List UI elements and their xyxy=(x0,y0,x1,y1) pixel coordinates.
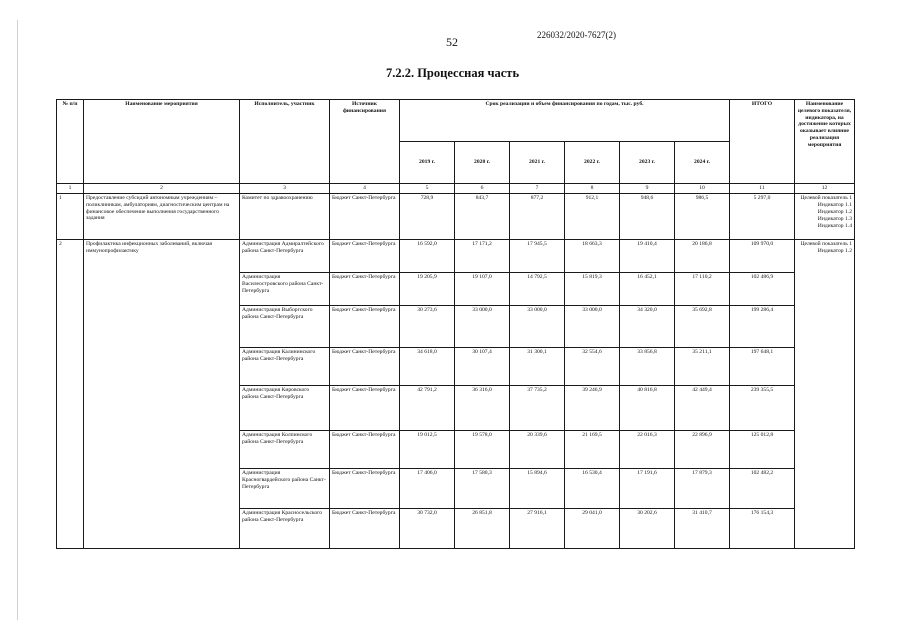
total-cell: 125 012,8 xyxy=(730,431,795,469)
value-cell: 15 894,6 xyxy=(510,469,565,509)
value-cell: 16 530,4 xyxy=(565,469,620,509)
value-cell: 19 205,9 xyxy=(400,273,455,306)
indicators-cell xyxy=(795,194,855,240)
header-year: 2023 г. xyxy=(620,142,675,184)
column-number: 10 xyxy=(675,184,730,194)
column-number: 6 xyxy=(455,184,510,194)
indicator-label: Индикатор 1.3 xyxy=(817,215,852,222)
indicator-label: Индикатор 1.4 xyxy=(817,222,852,229)
header-name: Наименование мероприятия xyxy=(84,100,240,184)
value-cell: 27 916,1 xyxy=(510,509,565,549)
value-cell: 17 580,3 xyxy=(455,469,510,509)
value-cell: 40 816,8 xyxy=(620,386,675,431)
value-cell: 42 449,4 xyxy=(675,386,730,431)
column-number: 11 xyxy=(730,184,795,194)
value-cell: 948,6 xyxy=(620,194,675,240)
funding-source: Бюджет Санкт-Петербурга xyxy=(330,386,400,431)
total-cell: 102 482,2 xyxy=(730,469,795,509)
measure-name: Предоставление субсидий автономным учреждениям – поликлиникам, амбулаториям, диагностическим центрам на финансовое обеспечение выполнения государственного задания xyxy=(84,194,240,240)
scan-edge-line xyxy=(17,20,18,620)
funding-source: Бюджет Санкт-Петербурга xyxy=(330,469,400,509)
executor: Администрация Красносельского района Санкт-Петербурга xyxy=(240,509,330,549)
value-cell: 877,2 xyxy=(510,194,565,240)
value-cell: 19 107,0 xyxy=(455,273,510,306)
section-title: 7.2.2. Процессная часть xyxy=(385,66,520,80)
value-cell: 843,7 xyxy=(455,194,510,240)
column-number: 5 xyxy=(400,184,455,194)
value-cell: 42 791,2 xyxy=(400,386,455,431)
header-year: 2020 г. xyxy=(455,142,510,184)
indicator-label: Индикатор 1.1 xyxy=(817,201,852,208)
value-cell: 728,9 xyxy=(400,194,455,240)
value-cell: 21 169,5 xyxy=(565,431,620,469)
value-cell: 33 000,0 xyxy=(455,306,510,348)
header-source: Источник финансирования xyxy=(330,100,400,184)
header-executor: Исполнитель, участник xyxy=(240,100,330,184)
total-cell: 176 154,3 xyxy=(730,509,795,549)
value-cell: 17 191,6 xyxy=(620,469,675,509)
value-cell: 31 410,7 xyxy=(675,509,730,549)
column-number: 3 xyxy=(240,184,330,194)
funding-source: Бюджет Санкт-Петербурга xyxy=(330,431,400,469)
value-cell: 30 273,6 xyxy=(400,306,455,348)
executor: Администрация Кировского района Санкт-Петербурга xyxy=(240,386,330,431)
value-cell: 30 732,0 xyxy=(400,509,455,549)
row-number: 1 xyxy=(57,194,84,240)
page-number: 52 xyxy=(446,35,458,49)
indicators-cell xyxy=(795,240,855,549)
header-year: 2019 г. xyxy=(400,142,455,184)
value-cell: 36 316,0 xyxy=(455,386,510,431)
value-cell: 18 663,3 xyxy=(565,240,620,273)
column-number: 7 xyxy=(510,184,565,194)
value-cell: 37 735,2 xyxy=(510,386,565,431)
value-cell: 33 000,0 xyxy=(565,306,620,348)
value-cell: 29 041,0 xyxy=(565,509,620,549)
executor: Администрация Василеостровского района Санкт-Петербурга xyxy=(240,273,330,306)
header-term: Срок реализации и объем финансирования по годам, тыс. руб. xyxy=(400,100,730,142)
header-year: 2021 г. xyxy=(510,142,565,184)
value-cell: 17 406,0 xyxy=(400,469,455,509)
value-cell: 20 186,8 xyxy=(675,240,730,273)
total-cell: 109 970,0 xyxy=(730,240,795,273)
total-cell: 199 286,4 xyxy=(730,306,795,348)
column-number: 12 xyxy=(795,184,855,194)
value-cell: 19 410,4 xyxy=(620,240,675,273)
indicator-label: Индикатор 1.2 xyxy=(817,208,852,215)
total-cell: 5 297,0 xyxy=(730,194,795,240)
value-cell: 33 000,0 xyxy=(510,306,565,348)
funding-source: Бюджет Санкт-Петербурга xyxy=(330,194,400,240)
value-cell: 17 879,3 xyxy=(675,469,730,509)
column-number: 8 xyxy=(565,184,620,194)
funding-source: Бюджет Санкт-Петербурга xyxy=(330,273,400,306)
value-cell: 20 339,6 xyxy=(510,431,565,469)
value-cell: 16 592,0 xyxy=(400,240,455,273)
value-cell: 35 692,8 xyxy=(675,306,730,348)
total-cell: 102 486,9 xyxy=(730,273,795,306)
header-year: 2022 г. xyxy=(565,142,620,184)
value-cell: 31 300,1 xyxy=(510,348,565,386)
value-cell: 15 819,3 xyxy=(565,273,620,306)
value-cell: 39 246,9 xyxy=(565,386,620,431)
value-cell: 17 945,5 xyxy=(510,240,565,273)
executor: Администрация Калининского района Санкт-Петербурга xyxy=(240,348,330,386)
header-no: № п/п xyxy=(57,100,84,184)
value-cell: 33 856,8 xyxy=(620,348,675,386)
funding-source: Бюджет Санкт-Петербурга xyxy=(330,348,400,386)
value-cell: 19 578,0 xyxy=(455,431,510,469)
row-number: 2 xyxy=(57,240,84,549)
value-cell: 32 554,6 xyxy=(565,348,620,386)
total-cell: 239 355,5 xyxy=(730,386,795,431)
value-cell: 35 211,1 xyxy=(675,348,730,386)
column-number: 9 xyxy=(620,184,675,194)
indicator-label: Целевой показатель 1 xyxy=(800,195,852,201)
executor: Администрация Колпинского района Санкт-Петербурга xyxy=(240,431,330,469)
table-row xyxy=(57,240,855,273)
executor: Администрация Красногвардейского района Санкт-Петербурга xyxy=(240,469,330,509)
value-cell: 17 171,2 xyxy=(455,240,510,273)
process-table xyxy=(56,99,855,549)
value-cell: 17 110,2 xyxy=(675,273,730,306)
value-cell: 14 792,5 xyxy=(510,273,565,306)
value-cell: 34 320,0 xyxy=(620,306,675,348)
value-cell: 26 851,8 xyxy=(455,509,510,549)
executor: Администрация Выборгского района Санкт-Петербурга xyxy=(240,306,330,348)
value-cell: 22 896,9 xyxy=(675,431,730,469)
value-cell: 19 012,5 xyxy=(400,431,455,469)
funding-source: Бюджет Санкт-Петербурга xyxy=(330,240,400,273)
column-number-row xyxy=(57,184,855,194)
value-cell: 16 452,1 xyxy=(620,273,675,306)
header-total: ИТОГО xyxy=(730,100,795,184)
indicator-label: Индикатор 1.2 xyxy=(817,247,852,254)
header-year: 2024 г. xyxy=(675,142,730,184)
total-cell: 197 648,1 xyxy=(730,348,795,386)
value-cell: 34 618,0 xyxy=(400,348,455,386)
funding-source: Бюджет Санкт-Петербурга xyxy=(330,509,400,549)
funding-source: Бюджет Санкт-Петербурга xyxy=(330,306,400,348)
column-number: 4 xyxy=(330,184,400,194)
measure-name: Профилактика инфекционных заболеваний, включая иммунопрофилактику xyxy=(84,240,240,549)
value-cell: 30 202,6 xyxy=(620,509,675,549)
value-cell: 912,1 xyxy=(565,194,620,240)
value-cell: 22 016,3 xyxy=(620,431,675,469)
executor: Администрация Адмиралтейского района Санкт-Петербурга xyxy=(240,240,330,273)
header-indicator: Наименование целевого показателя, индикатора, на достижение которых оказывает влияние реализация мероприятия xyxy=(795,100,855,184)
header-row xyxy=(57,100,855,142)
document-code: 226032/2020-7627(2) xyxy=(537,30,616,40)
value-cell: 30 107,4 xyxy=(455,348,510,386)
value-cell: 986,5 xyxy=(675,194,730,240)
table-row xyxy=(57,194,855,240)
column-number: 2 xyxy=(84,184,240,194)
executor: Комитет по здравоохранению xyxy=(240,194,330,240)
indicator-label: Целевой показатель 1 xyxy=(800,241,852,247)
column-number: 1 xyxy=(57,184,84,194)
